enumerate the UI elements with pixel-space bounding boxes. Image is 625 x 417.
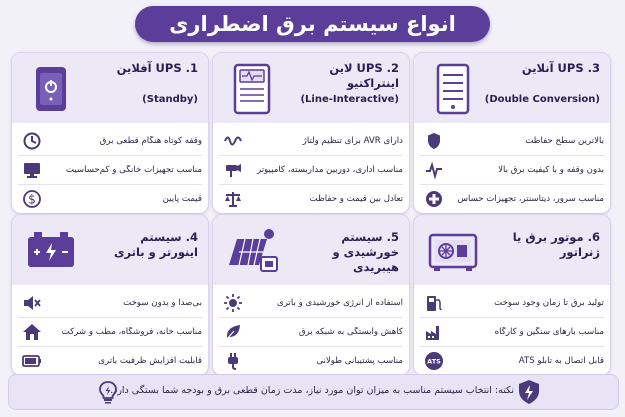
- list-item-text: کاهش وابستگی به شبکه برق: [298, 327, 403, 337]
- list-item: [219, 289, 403, 318]
- monitor-icon: [22, 160, 42, 180]
- list-item: [420, 156, 604, 185]
- list-item-text: مناسب اداری، دوربین مداربسته، کامپیوتر: [256, 165, 403, 175]
- list-item-text: وقفه کوتاه هنگام قطعی برق: [99, 136, 202, 146]
- card-subtitle: (Line-Interactive): [300, 94, 399, 105]
- card-line-interactive-ups: [212, 52, 410, 214]
- list-item: [420, 318, 604, 347]
- leaf-icon: [223, 322, 243, 342]
- home-icon: [22, 322, 42, 342]
- card-header: [12, 215, 208, 285]
- list-item: [420, 185, 604, 213]
- list-item-text: بی‌صدا و بدون سوخت: [123, 298, 202, 308]
- camera-icon: [223, 160, 243, 180]
- list-item: [420, 347, 604, 375]
- solar-panel-icon: [223, 225, 281, 277]
- list-item: [18, 289, 202, 318]
- list-item-text: مناسب بارهای سنگین و کارگاه: [494, 327, 604, 337]
- scale-icon: [223, 189, 243, 209]
- list-item: [219, 127, 403, 156]
- card-header: [414, 215, 610, 285]
- note-text: نکته: انتخاب سیستم مناسب به میزان توان مورد نیاز، مدت زمان قطعی برق و بودجه شما بستگی دارد.: [110, 385, 514, 396]
- list-item-text: مناسب تجهیزات خانگی و کم‌حساسیت: [65, 165, 202, 175]
- lightning-shield-icon: [516, 379, 542, 405]
- battery-capacity-icon: [22, 351, 42, 371]
- list-item-text: قابل اتصال به تابلو ATS: [518, 356, 604, 366]
- standby-ups-icon: [22, 63, 80, 115]
- card-header: [213, 215, 409, 285]
- card-offline-ups: [11, 52, 209, 214]
- card-title: 3. UPS آنلاین: [521, 61, 600, 75]
- shield-icon: [424, 131, 444, 151]
- line-interactive-ups-icon: [223, 63, 281, 115]
- svg-text:$: $: [28, 192, 36, 207]
- battery-icon: [22, 225, 80, 277]
- page-title: انواع سیستم برق اضطراری: [135, 6, 490, 42]
- card-online-ups: [413, 52, 611, 214]
- card-header: [213, 53, 409, 123]
- factory-icon: [424, 322, 444, 342]
- mute-icon: [22, 293, 42, 313]
- list-item: [219, 185, 403, 213]
- card-title: 5. سیستم خورشیدی و هیبریدی: [332, 230, 399, 274]
- list-item: [18, 185, 202, 213]
- list-item-text: بالاترین سطح حفاظت: [525, 136, 604, 146]
- list-item-text: استفاده از انرژی خورشیدی و باتری: [276, 298, 403, 308]
- ats-badge: ATS: [427, 357, 441, 366]
- list-item-text: تولید برق تا زمان وجود سوخت: [494, 298, 604, 308]
- card-subtitle: (Double Conversion): [484, 94, 600, 105]
- list-item: [18, 156, 202, 185]
- list-item: [18, 347, 202, 375]
- ats-icon: [424, 351, 444, 371]
- list-item-text: تعادل بین قیمت و حفاظت: [309, 194, 403, 204]
- list-item-text: قابلیت افزایش ظرفیت باتری: [98, 356, 202, 366]
- card-solar-hybrid: [212, 214, 410, 376]
- card-title: 1. UPS آفلاین: [116, 61, 198, 75]
- online-ups-icon: [424, 63, 482, 115]
- list-item-text: مناسب سرور، دیتاسنتر، تجهیزات حساس: [457, 194, 604, 204]
- card-header: [12, 53, 208, 123]
- card-title: 6. موتور برق یا ژنراتور: [512, 230, 600, 259]
- medical-cross-icon: [424, 189, 444, 209]
- pulse-icon: [424, 160, 444, 180]
- plug-icon: [223, 351, 243, 371]
- wave-icon: [223, 131, 243, 151]
- clock-icon: [22, 131, 42, 151]
- list-item: [219, 156, 403, 185]
- fuel-pump-icon: [424, 293, 444, 313]
- list-item: [219, 347, 403, 375]
- card-subtitle: (Standby): [142, 94, 198, 105]
- list-item: [18, 127, 202, 156]
- list-item-text: مناسب خانه، فروشگاه، مطب و شرکت: [61, 327, 202, 337]
- card-inverter-battery: [11, 214, 209, 376]
- note-bar: [8, 374, 619, 410]
- card-header: [414, 53, 610, 123]
- list-item: [219, 318, 403, 347]
- lightbulb-icon: [97, 380, 119, 404]
- card-title: 4. سیستم اینورتر و باتری: [113, 230, 198, 259]
- card-generator: [413, 214, 611, 376]
- sun-icon: [223, 293, 243, 313]
- list-item: [420, 289, 604, 318]
- list-item: [18, 318, 202, 347]
- list-item-text: قیمت پایین: [162, 194, 202, 204]
- card-title: 2. UPS لاین اینتراکتیو: [329, 61, 399, 90]
- list-item-text: بدون وقفه و با کیفیت برق بالا: [498, 165, 604, 175]
- list-item: [420, 127, 604, 156]
- list-item-text: دارای AVR برای تنظیم ولتاژ: [302, 136, 403, 146]
- generator-icon: [424, 225, 482, 277]
- list-item-text: مناسب پشتیبانی طولانی: [316, 356, 403, 366]
- dollar-icon: [22, 189, 42, 209]
